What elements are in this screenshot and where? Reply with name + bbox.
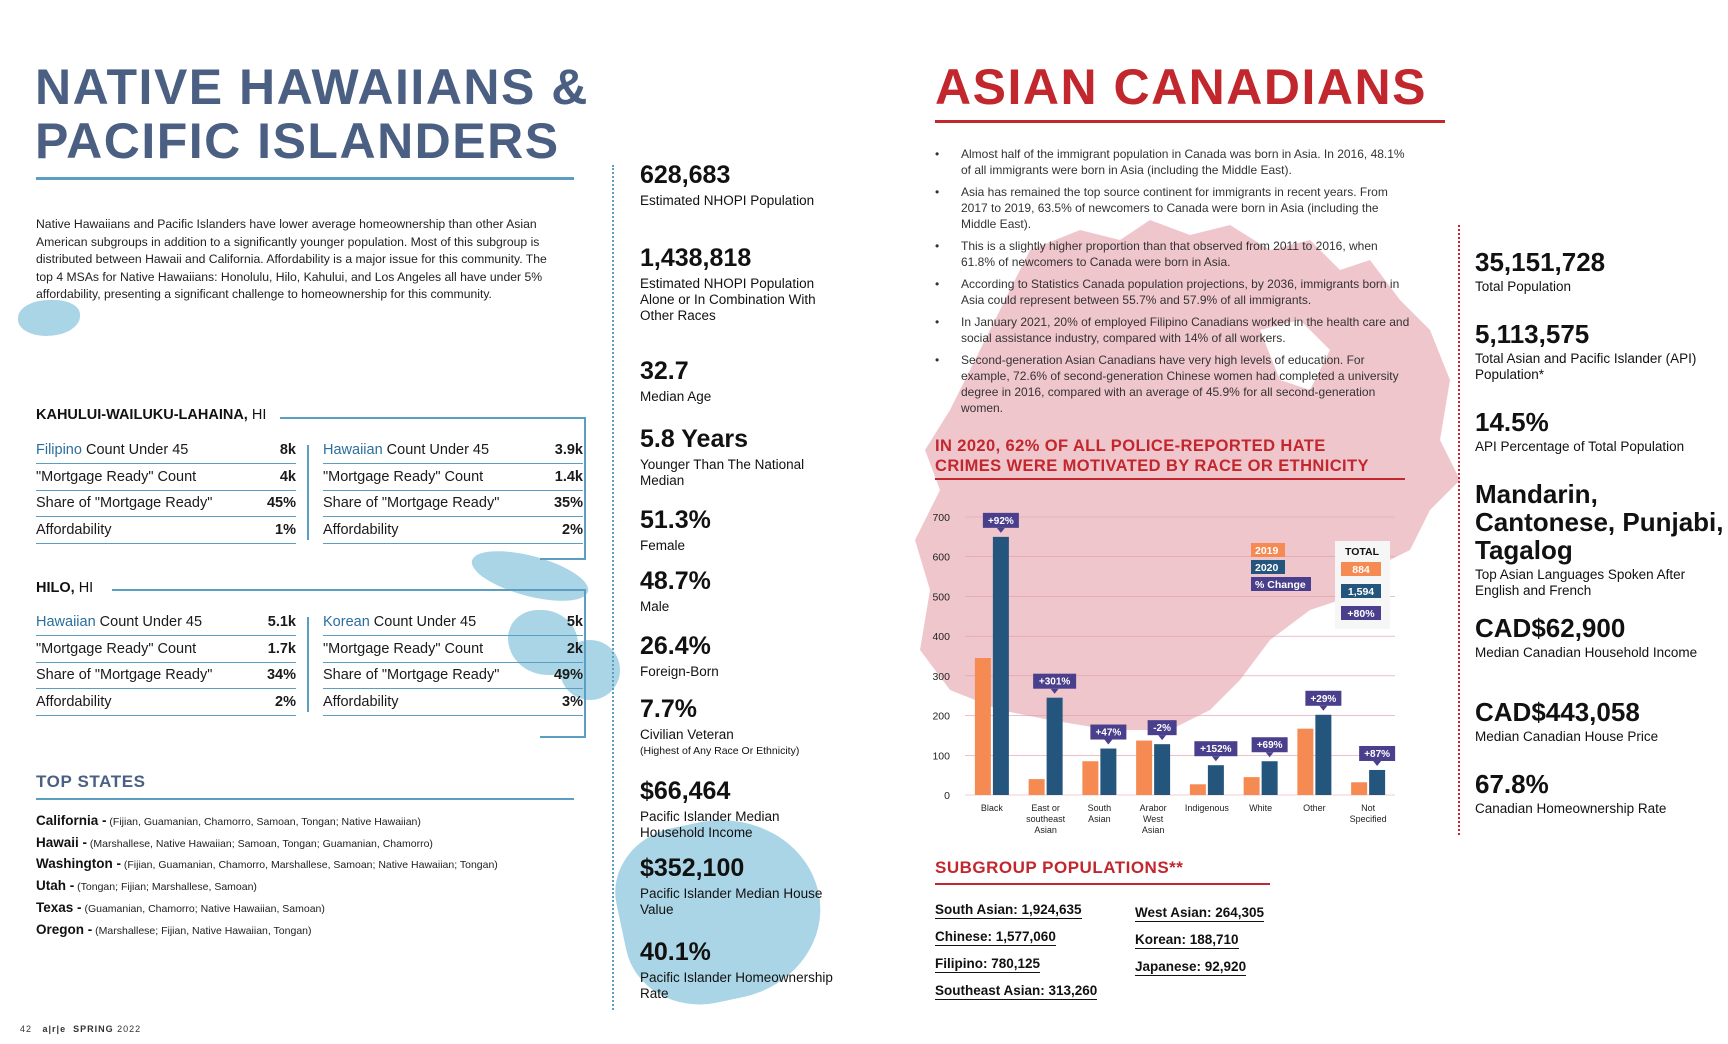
group-name: Korean bbox=[323, 614, 370, 630]
msa1-right-row bbox=[323, 518, 583, 544]
metric-label-text: Affordability bbox=[36, 693, 112, 710]
badge-pointer bbox=[997, 528, 1005, 533]
bar-2020 bbox=[1047, 698, 1063, 795]
metric-label-text: "Mortgage Ready" Count bbox=[36, 640, 197, 657]
stat-caption: Foreign-Born bbox=[640, 664, 719, 679]
stat-value: $352,100 bbox=[640, 854, 745, 882]
stat-value: Mandarin, Cantonese, Punjabi, Tagalog bbox=[1475, 479, 1724, 565]
pct-change-label: +47% bbox=[1095, 727, 1122, 739]
metric-value: 5k bbox=[566, 614, 583, 630]
bar-2019 bbox=[975, 658, 991, 795]
stat-caption: Median Canadian Household Income bbox=[1475, 645, 1698, 660]
msa1-right-row bbox=[323, 465, 583, 491]
metric-label-text: Share of "Mortgage Ready" bbox=[36, 495, 213, 511]
island-shape-kauai bbox=[18, 300, 80, 336]
bar-2020 bbox=[1208, 765, 1224, 795]
nhpi-stat bbox=[640, 505, 840, 554]
state-entry bbox=[36, 856, 498, 871]
metric-value: 3% bbox=[562, 693, 583, 710]
x-category-label: White bbox=[1249, 803, 1273, 813]
state-entry bbox=[36, 922, 312, 937]
msa1-left-row bbox=[36, 518, 296, 544]
pct-change-label: +152% bbox=[1200, 744, 1232, 756]
subgroup-item: West Asian: 264,305 bbox=[1135, 905, 1265, 920]
metric-value: 45% bbox=[266, 495, 296, 511]
metric-label-text: Affordability bbox=[323, 521, 399, 538]
bar-2020 bbox=[993, 537, 1009, 795]
x-category-label: East or bbox=[1031, 803, 1060, 813]
stat-caption: Male bbox=[640, 599, 670, 614]
stat-note: (Highest of Any Race Or Ethnicity) bbox=[640, 745, 800, 757]
subgroup-item: Japanese: 92,920 bbox=[1135, 959, 1247, 974]
stat-value: CAD$62,900 bbox=[1475, 613, 1626, 643]
metric-label-text: "Mortgage Ready" Count bbox=[323, 640, 484, 657]
legend-label: 2020 bbox=[1255, 562, 1279, 574]
y-tick-label: 0 bbox=[944, 790, 950, 802]
metric-label bbox=[323, 438, 489, 462]
nhpi-stat bbox=[640, 853, 840, 918]
bar-2020 bbox=[1369, 770, 1385, 795]
metric-value: 34% bbox=[266, 667, 296, 683]
msa2-right-row bbox=[323, 610, 583, 636]
fact-bullet: • Second-generation Asian Canadians have very high levels of education. For example, 72.6% of second-generation Chinese women had completed a university degree in 2016, compared with an average of 45.9% for all second-generation women. bbox=[935, 352, 1415, 416]
metric-value: 1.7k bbox=[267, 640, 296, 657]
badge-pointer bbox=[1319, 706, 1327, 711]
metric-value: 8k bbox=[279, 442, 296, 458]
badge-pointer bbox=[1212, 756, 1220, 761]
metric-label bbox=[323, 518, 399, 542]
msa1-right-row bbox=[323, 491, 583, 517]
subgroup-item: South Asian: 1,924,635 bbox=[935, 902, 1082, 917]
pct-change-label: +301% bbox=[1038, 676, 1071, 688]
x-category-label: Asian bbox=[1141, 825, 1165, 835]
title-divider bbox=[36, 177, 574, 180]
metric-label bbox=[323, 663, 499, 687]
msa1-left-row bbox=[36, 465, 296, 491]
stat-value: $66,464 bbox=[640, 777, 731, 805]
badge-pointer bbox=[1051, 689, 1059, 694]
state-entry bbox=[36, 900, 325, 915]
page-footer bbox=[20, 1024, 141, 1034]
metric-label-text: Count Under 45 bbox=[382, 442, 490, 458]
subgroup-divider bbox=[935, 883, 1270, 885]
state-name: California - bbox=[36, 813, 107, 828]
msa2-left-row bbox=[36, 637, 296, 663]
state-name: Texas - bbox=[36, 899, 82, 915]
pct-change-label: +87% bbox=[1364, 748, 1391, 760]
state-name: Oregon - bbox=[36, 921, 93, 937]
ac-title-divider bbox=[935, 120, 1445, 123]
top-states-divider bbox=[36, 798, 574, 800]
metric-value: 5.1k bbox=[267, 614, 296, 630]
subgroup-item: Chinese: 1,577,060 bbox=[935, 929, 1056, 944]
y-tick-label: 200 bbox=[932, 710, 950, 723]
msa2-col-divider bbox=[307, 617, 309, 712]
subgroup-item: Filipino: 780,125 bbox=[935, 956, 1041, 971]
stat-caption: Total Population bbox=[1475, 279, 1572, 294]
metric-label bbox=[323, 465, 483, 489]
stat-value: CAD$443,058 bbox=[1475, 697, 1640, 727]
bar-2020 bbox=[1315, 715, 1331, 795]
metric-label bbox=[323, 491, 499, 515]
msa2-right-row bbox=[323, 663, 583, 689]
chart-heading bbox=[935, 436, 1415, 476]
fact-bullet: • Asia has remained the top source continent for immigrants in recent years. From 2017 to 2019, 63.5% of newcomers to Canada were born in Asia (including the Middle East). bbox=[935, 184, 1415, 232]
bar-2020 bbox=[1154, 744, 1170, 795]
y-tick-label: 600 bbox=[932, 551, 950, 564]
msa1-name: KAHULUI-WAILUKU-LAHAINA, bbox=[36, 407, 248, 423]
metric-value: 4k bbox=[279, 468, 296, 485]
bar-2020 bbox=[1262, 761, 1278, 795]
intro-paragraph: Native Hawaiians and Pacific Islanders have lower average homeownership than other Asian American subgroups in addition to a significantly younger population. Most of this subgroup is distributed between Hawaii and California. Affordability is a major issue for this community. The top 4 MSAs for Native Hawaiians: Honolulu, Hilo, Kahului, and Los Angeles all have under 5% affordability, presenting a significant challenge to homeownership for this community. bbox=[36, 217, 547, 301]
metric-value: 2% bbox=[562, 521, 583, 538]
bar-2020 bbox=[1100, 749, 1116, 795]
chart-heading-line-1: IN 2020, 62% OF ALL POLICE-REPORTED HATE bbox=[935, 437, 1326, 455]
msa2-left-row bbox=[36, 690, 296, 716]
metric-label bbox=[36, 438, 188, 462]
msa2-heading bbox=[36, 580, 101, 596]
msa2-left-row bbox=[36, 663, 296, 689]
ac-stat bbox=[1475, 698, 1725, 745]
msa2-top-line bbox=[112, 589, 585, 591]
stat-value: 1,438,818 bbox=[640, 244, 752, 272]
legend-label: 2019 bbox=[1255, 545, 1279, 557]
bar-2019 bbox=[1190, 784, 1206, 795]
right-stats-divider bbox=[1458, 225, 1460, 835]
stat-value: 628,683 bbox=[640, 161, 731, 189]
stat-caption: Median Age bbox=[640, 389, 712, 404]
ac-stat bbox=[1475, 248, 1725, 295]
stat-value: 5.8 Years bbox=[640, 425, 748, 453]
group-name: Filipino bbox=[36, 442, 82, 458]
group-name: Hawaiian bbox=[36, 614, 96, 630]
metric-label-text: Share of "Mortgage Ready" bbox=[323, 495, 500, 511]
msa2-state: HI bbox=[78, 580, 94, 596]
stat-value: 35,151,728 bbox=[1475, 247, 1606, 277]
nhpi-stat bbox=[640, 160, 840, 209]
left-stats-divider bbox=[612, 165, 614, 1010]
x-category-label: South bbox=[1087, 803, 1112, 813]
metric-label-text: "Mortgage Ready" Count bbox=[323, 468, 484, 485]
metric-label bbox=[323, 637, 483, 661]
fact-bullet: • According to Statistics Canada population projections, by 2036, immigrants born in Asia could represent between 55.7% and 57.9% of all immigrants. bbox=[935, 276, 1415, 308]
y-tick-label: 400 bbox=[932, 631, 950, 644]
x-category-label: Specified bbox=[1349, 814, 1387, 824]
state-name: Hawaii - bbox=[36, 834, 88, 850]
metric-value: 3.9k bbox=[554, 442, 583, 458]
stat-caption: Pacific Islander Median House Value bbox=[640, 886, 823, 917]
ac-stat bbox=[1475, 770, 1725, 817]
stat-caption: Estimated NHOPI Population Alone or In Combination With Other Races bbox=[640, 276, 816, 323]
facts-bullet-list bbox=[935, 146, 1415, 422]
stat-caption: Canadian Homeownership Rate bbox=[1475, 801, 1667, 816]
x-category-label: southeast bbox=[1026, 814, 1066, 824]
stat-value: 48.7% bbox=[640, 567, 711, 595]
state-groups: (Marshallese; Fijian, Native Hawaiian, Tongan) bbox=[92, 924, 312, 937]
nhpi-stat bbox=[640, 566, 840, 615]
nhpi-stat bbox=[640, 356, 840, 405]
stat-value: 5,113,575 bbox=[1475, 319, 1590, 349]
page-title-asian-canadians: ASIAN CANADIANS bbox=[935, 59, 1427, 115]
stat-caption: Civilian Veteran bbox=[640, 727, 734, 742]
x-category-label: Asian bbox=[1088, 814, 1111, 824]
subgroup-item: Korean: 188,710 bbox=[1135, 932, 1239, 947]
stat-value: 26.4% bbox=[640, 632, 711, 660]
issue-year: 2022 bbox=[117, 1024, 142, 1034]
msa1-heading bbox=[36, 407, 274, 423]
metric-label bbox=[36, 518, 112, 542]
state-entry bbox=[36, 878, 257, 893]
msa2-name: HILO, bbox=[36, 580, 75, 596]
x-category-label: Black bbox=[980, 803, 1003, 813]
chart-heading-divider bbox=[935, 478, 1405, 480]
ac-stat bbox=[1475, 614, 1725, 661]
x-category-label: Asian bbox=[1034, 825, 1057, 835]
metric-value: 2k bbox=[566, 640, 583, 657]
ac-stat bbox=[1475, 320, 1725, 383]
y-tick-label: 100 bbox=[932, 750, 950, 763]
ac-stat bbox=[1475, 480, 1725, 599]
ac-stat bbox=[1475, 408, 1725, 455]
x-category-label: Not bbox=[1361, 803, 1376, 813]
legend-label: % Change bbox=[1255, 579, 1306, 591]
stat-caption: Pacific Islander Median Household Income bbox=[640, 809, 780, 840]
nhpi-stat bbox=[640, 776, 840, 841]
bar-2019 bbox=[1297, 729, 1313, 795]
y-tick-label: 700 bbox=[932, 512, 950, 524]
metric-label bbox=[36, 610, 202, 634]
stat-caption: Top Asian Languages Spoken After English and French bbox=[1475, 567, 1686, 598]
msa1-left-row bbox=[36, 491, 296, 517]
badge-pointer bbox=[1266, 752, 1274, 757]
group-name: Hawaiian bbox=[323, 442, 383, 458]
stat-value: 51.3% bbox=[640, 506, 711, 534]
metric-value: 49% bbox=[553, 667, 583, 683]
title-line-2: PACIFIC ISLANDERS bbox=[35, 113, 560, 169]
issue-season: SPRING bbox=[73, 1024, 114, 1034]
stat-caption: Median Canadian House Price bbox=[1475, 729, 1659, 744]
page-number: 42 bbox=[20, 1024, 33, 1034]
msa1-state: HI bbox=[251, 407, 267, 423]
stat-value: 40.1% bbox=[640, 938, 711, 966]
total-value: 1,594 bbox=[1347, 586, 1375, 598]
hate-crime-bar-chart bbox=[925, 505, 1405, 845]
total-value: 884 bbox=[1352, 564, 1370, 576]
metric-label-text: "Mortgage Ready" Count bbox=[36, 468, 197, 485]
brand-logo: a|r|e bbox=[42, 1024, 67, 1034]
metric-label-text: Count Under 45 bbox=[81, 442, 189, 458]
stat-value: 14.5% bbox=[1475, 407, 1549, 437]
fact-bullet: • Almost half of the immigrant population in Canada was born in Asia. In 2016, 48.1% of all immigrants were born in Asia (including the Middle East). bbox=[935, 146, 1415, 178]
metric-label bbox=[36, 663, 212, 687]
pct-change-label: +69% bbox=[1256, 740, 1283, 752]
x-category-label: West bbox=[1142, 814, 1164, 824]
stat-value: 7.7% bbox=[640, 695, 697, 723]
nhpi-stat bbox=[640, 424, 840, 489]
nhpi-stat bbox=[640, 631, 840, 680]
y-tick-label: 500 bbox=[932, 591, 950, 604]
stat-value: 32.7 bbox=[640, 357, 689, 385]
metric-label bbox=[36, 465, 196, 489]
state-groups: (Fijian, Guamanian, Chamorro, Marshallese, Samoan; Native Hawaiian; Tongan) bbox=[120, 859, 498, 872]
bar-2019 bbox=[1351, 782, 1367, 795]
stat-caption: Female bbox=[640, 538, 686, 553]
pct-change-label: +29% bbox=[1310, 693, 1337, 705]
stat-caption: Pacific Islander Homeownership Rate bbox=[640, 970, 833, 1001]
msa2-right-row bbox=[323, 637, 583, 663]
total-value: +80% bbox=[1347, 608, 1375, 620]
metric-value: 1.4k bbox=[554, 468, 583, 485]
metric-label bbox=[36, 690, 112, 714]
metric-value: 1% bbox=[275, 521, 296, 538]
totals-heading: TOTAL bbox=[1344, 546, 1380, 558]
top-states-heading: TOP STATES bbox=[36, 772, 146, 791]
stat-caption: Total Asian and Pacific Islander (API) Population* bbox=[1475, 351, 1697, 382]
badge-pointer bbox=[1104, 740, 1112, 745]
bar-2019 bbox=[1244, 777, 1260, 795]
msa1-left-row bbox=[36, 438, 296, 464]
stat-caption: API Percentage of Total Population bbox=[1475, 439, 1685, 454]
stat-caption: Estimated NHOPI Population bbox=[640, 193, 815, 208]
metric-label bbox=[323, 690, 399, 714]
state-groups: (Fijian, Guamanian, Chamorro, Samoan, Tongan; Native Hawaiian) bbox=[106, 816, 421, 828]
x-category-label: Indigenous bbox=[1184, 803, 1229, 813]
subgroup-heading: SUBGROUP POPULATIONS** bbox=[935, 858, 1184, 877]
title-line-1: NATIVE HAWAIIANS & bbox=[35, 59, 589, 115]
state-name: Washington - bbox=[36, 856, 121, 872]
metric-label bbox=[323, 610, 476, 634]
metric-label-text: Affordability bbox=[36, 521, 112, 538]
chart-heading-line-2: CRIMES WERE MOTIVATED BY RACE OR ETHNICITY bbox=[935, 457, 1369, 475]
bar-2019 bbox=[1082, 761, 1098, 795]
x-category-label: Arabor bbox=[1139, 803, 1167, 813]
metric-label bbox=[36, 637, 196, 661]
y-tick-label: 300 bbox=[932, 670, 950, 683]
fact-bullet: • This is a slightly higher proportion than that observed from 2011 to 2016, when 61.8% of newcomers to Canada were born in Asia. bbox=[935, 238, 1415, 270]
metric-value: 35% bbox=[553, 495, 583, 511]
pct-change-label: +92% bbox=[987, 515, 1014, 527]
metric-label-text: Share of "Mortgage Ready" bbox=[36, 667, 213, 683]
badge-pointer bbox=[1373, 761, 1381, 766]
metric-value: 2% bbox=[275, 693, 296, 710]
msa2-right-row bbox=[323, 690, 583, 716]
state-groups: (Tongan; Fijian; Marshallese, Samoan) bbox=[74, 881, 257, 894]
metric-label-text: Count Under 45 bbox=[369, 614, 477, 630]
bar-2019 bbox=[1029, 779, 1045, 795]
metric-label bbox=[36, 491, 212, 515]
page-title-nhpi bbox=[35, 60, 635, 168]
nhpi-stat bbox=[640, 243, 840, 324]
pct-change-label: -2% bbox=[1153, 723, 1172, 735]
state-groups: (Marshallese, Native Hawaiian; Samoan, Tongan; Guamanian, Chamorro) bbox=[87, 837, 433, 850]
msa2-left-row bbox=[36, 610, 296, 636]
state-groups: (Guamanian, Chamorro; Native Hawaiian, Samoan) bbox=[81, 902, 325, 915]
badge-pointer bbox=[1158, 735, 1166, 740]
stat-value: 67.8% bbox=[1475, 769, 1549, 799]
bar-2019 bbox=[1136, 741, 1152, 795]
fact-bullet: • In January 2021, 20% of employed Filipino Canadians worked in the health care and social assistance industry, compared with 14% of all workers. bbox=[935, 314, 1415, 346]
metric-label-text: Share of "Mortgage Ready" bbox=[323, 667, 500, 683]
msa1-col-divider bbox=[307, 445, 309, 540]
subgroup-item: Southeast Asian: 313,260 bbox=[935, 983, 1098, 998]
state-entry bbox=[36, 835, 433, 850]
metric-label-text: Count Under 45 bbox=[95, 614, 203, 630]
msa1-right-row bbox=[323, 438, 583, 464]
stat-caption: Younger Than The National Median bbox=[640, 457, 805, 488]
nhpi-stat bbox=[640, 937, 840, 1002]
state-name: Utah - bbox=[36, 878, 75, 894]
x-category-label: Other bbox=[1303, 803, 1326, 813]
nhpi-stat bbox=[640, 694, 840, 757]
metric-label-text: Affordability bbox=[323, 693, 399, 710]
state-entry bbox=[36, 813, 421, 828]
